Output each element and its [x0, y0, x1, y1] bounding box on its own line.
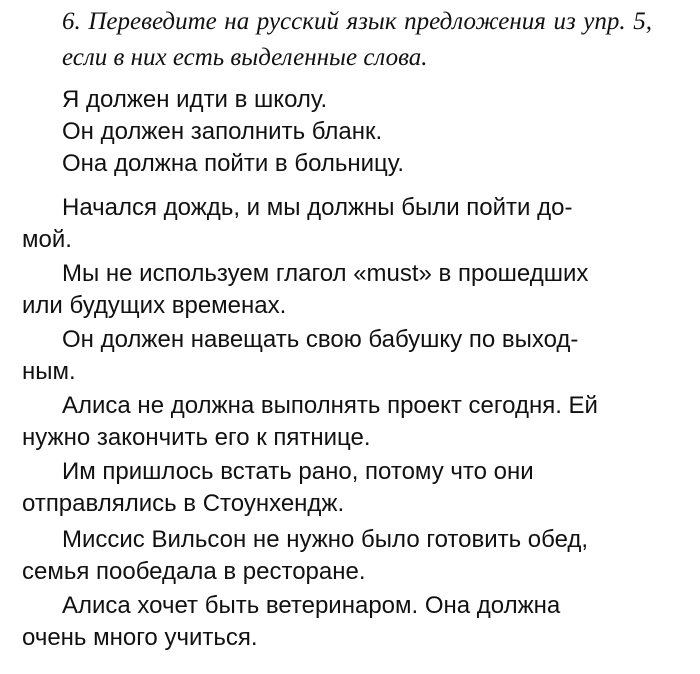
paragraph-4	[22, 390, 647, 454]
paragraph-4-rest: нужно закончить его к пятнице.	[22, 424, 371, 451]
paragraph-7	[22, 590, 647, 654]
paragraph-6-first: Миссис Вильсон не нужно было готовить обед,	[62, 526, 589, 553]
paragraph-5-rest: отправлялись в Стоунхендж.	[22, 490, 345, 517]
paragraph-3-rest: ным.	[22, 358, 76, 385]
sentence-3: Она должна пойти в больницу.	[62, 150, 405, 177]
paragraph-2	[22, 258, 647, 322]
paragraph-3	[22, 324, 647, 388]
paragraph-7-rest: очень много учиться.	[22, 624, 258, 651]
paragraph-6	[22, 524, 647, 588]
paragraph-6-rest: семья пообедала в ресторане.	[22, 558, 366, 585]
paragraph-5-first: Им пришлось встать рано, потому что они	[62, 458, 534, 485]
sentence-2: Он должен заполнить бланк.	[62, 118, 383, 145]
sentence-1: Я должен идти в школу.	[62, 86, 328, 113]
paragraph-1-first: Начался дождь, и мы должны были пойти до-	[62, 194, 573, 221]
paragraph-2-first: Мы не используем глагол «must» в прошедших	[62, 260, 589, 287]
paragraph-1-rest: мой.	[22, 226, 72, 253]
paragraph-7-first: Алиса хочет быть ветеринаром. Она должна	[62, 592, 561, 619]
paragraph-4-first: Алиса не должна выполнять проект сегодня. Ей	[62, 392, 598, 419]
paragraph-3-first: Он должен навещать свою бабушку по выход-	[62, 326, 579, 353]
paragraph-5	[22, 456, 647, 520]
paragraph-2-rest: или будущих временах.	[22, 292, 287, 319]
paragraph-1	[22, 192, 647, 256]
task-text: Переведите на русский язык предложения из упр. 5, если в них есть выделенные слова.	[62, 8, 652, 71]
task-heading	[62, 4, 652, 76]
task-number: 6.	[62, 8, 81, 35]
